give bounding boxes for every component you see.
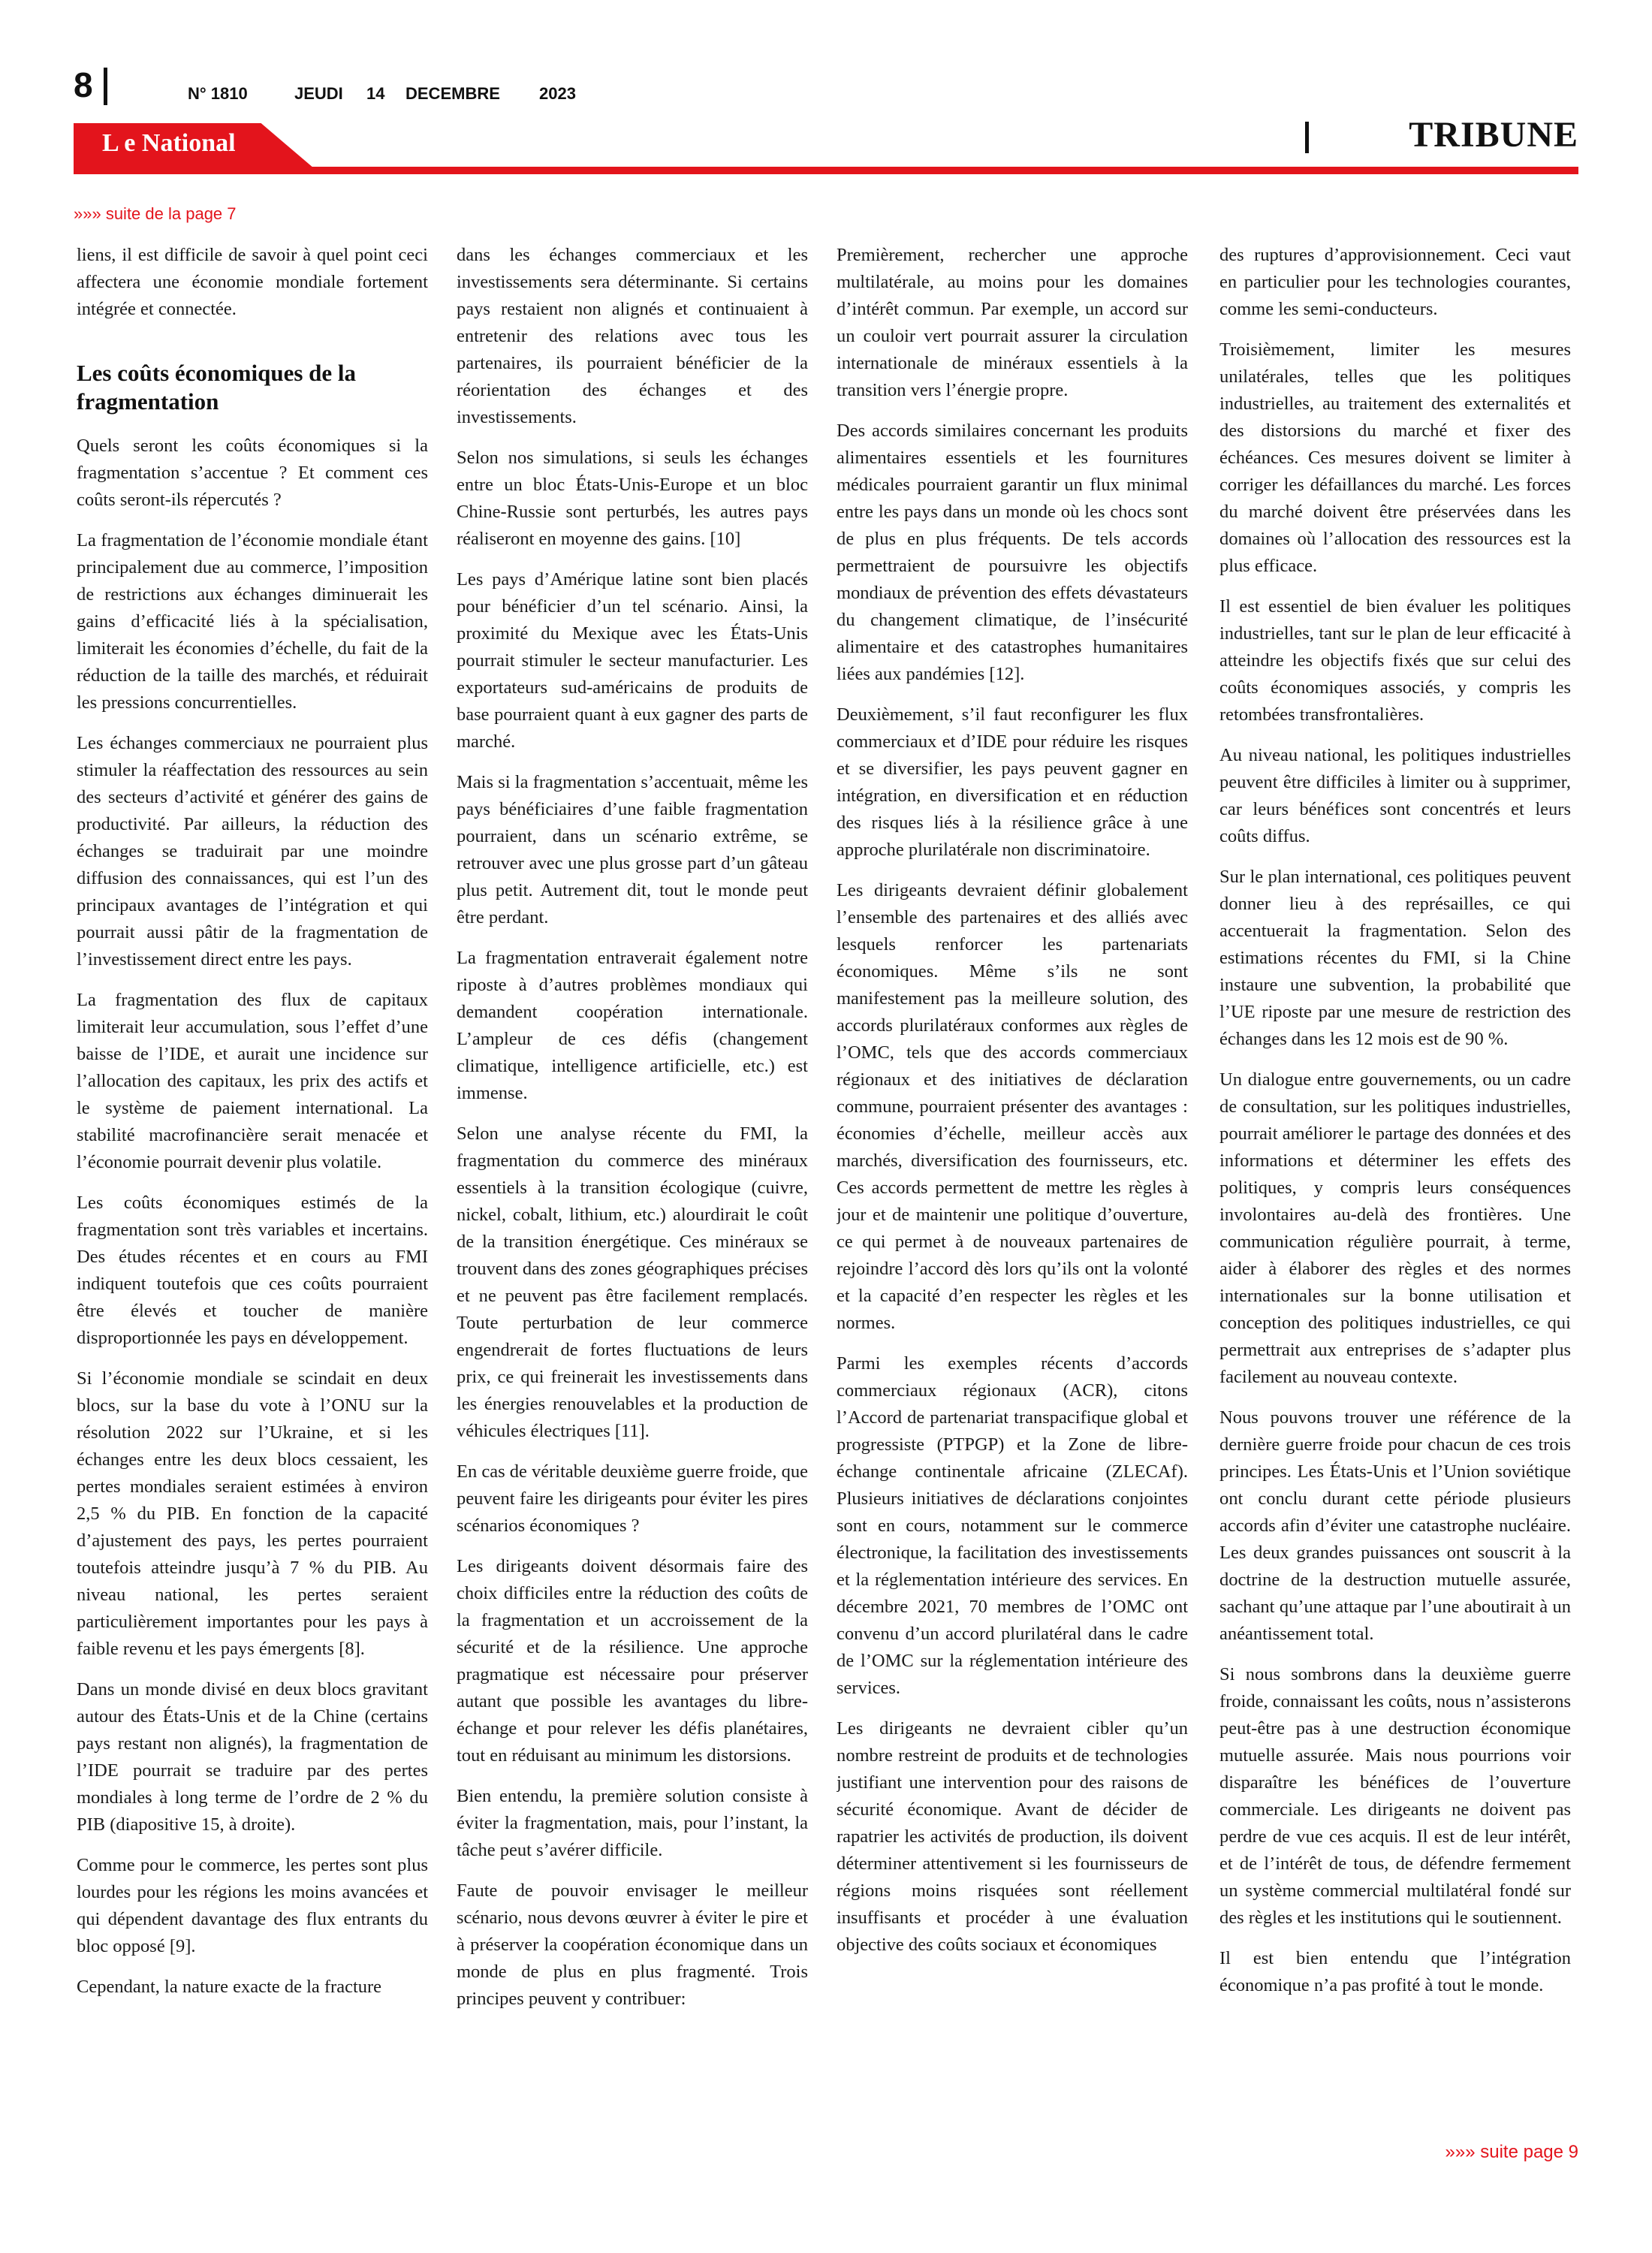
article-column-1: [77, 242, 428, 2119]
paragraph: Un dialogue entre gouvernements, ou un cadre de consultation, sur les politiques industrielles, pourrait améliorer le partage des données et des informations et déterminer les effets des politiques, y compris leurs conséquences involontaires au-delà des frontières. Une communication régulière pourrait, à terme, aider à élaborer des règles et des normes internationales sur la bonne utilisation et conception des politiques industrielles, ce qui permettrait aux entreprises de s’adapter plus facilement au nouveau contexte.: [1219, 1069, 1571, 1387]
paragraph: Quels seront les coûts économiques si la fragmentation s’accentue ? Et comment ces coûts seront-ils répercutés ?: [77, 436, 428, 510]
paragraph: Dans un monde divisé en deux blocs gravitant autour des États-Unis et de la Chine (certains pays restant non alignés), la fragmentation de l’IDE pourrait se traduire par des pertes mondiales à long terme de l’ordre de 2 % du PIB (diapositive 15, à droite).: [77, 1679, 428, 1835]
paragraph: La fragmentation de l’économie mondiale étant principalement due au commerce, l’imposition de restrictions aux échanges diminuerait les gains d’efficacité liés à la spécialisation, limiterait les économies d’échelle, du fait de la réduction de la taille des marchés, et réduirait les pressions concurrentielles.: [77, 530, 428, 713]
issue-number: N° 1810: [188, 84, 248, 103]
paragraph: La fragmentation entraverait également notre riposte à d’autres problèmes mondiaux qui demandent coopération internationale. L’ampleur de ces défis (changement climatique, intelligence artificielle, etc.) est immense.: [457, 948, 808, 1103]
paragraph: En cas de véritable deuxième guerre froide, que peuvent faire les dirigeants pour éviter les pires scénarios économiques ?: [457, 1461, 808, 1536]
paragraph: Selon nos simulations, si seuls les échanges entre un bloc États-Unis-Europe et un bloc Chine-Russie sont perturbés, les autres pays réaliseront en moyenne des gains. [10]: [457, 448, 808, 549]
paragraph: Premièrement, rechercher une approche multilatérale, au moins pour les domaines d’intérêt commun. Par exemple, un accord sur un couloir vert pourrait assurer la circulation internationale de minéraux essentiels à la transition vers l’énergie propre.: [837, 245, 1188, 400]
section-title: TRIBUNE: [1409, 115, 1578, 155]
article-column-4: [1219, 242, 1571, 2119]
paragraph: liens, il est difficile de savoir à quel point ceci affectera une économie mondiale fortement intégrée et connectée.: [77, 245, 428, 319]
paragraph: Si l’économie mondiale se scindait en deux blocs, sur la base du vote à l’ONU sur la résolution 2022 sur l’Ukraine, et si les échanges entre les deux blocs cessaient, les pertes mondiales seraient estimées à environ 2,5 % du PIB. En fonction de la capacité d’ajustement des pays, les pertes pourraient toutefois atteindre jusqu’à 7 % du PIB. Au niveau national, les pertes seraient particulièrement importantes pour les pays à faible revenu et les pays émergents [8].: [77, 1368, 428, 1659]
section-heading: Les coûts économiques de la fragmentation: [77, 360, 356, 415]
brand-logo: L e National: [102, 129, 236, 157]
paragraph: Les dirigeants ne devraient cibler qu’un nombre restreint de produits et de technologies justifiant une intervention pour des raisons de sécurité économique. Avant de décider de rapatrier les activités de production, ils doivent déterminer attentivement si les fournisseurs de régions moins risquées sont réellement insuffisants et procéder à une évaluation objective des coûts sociaux et économiques: [837, 1718, 1188, 1955]
paragraph: Si nous sombrons dans la deuxième guerre froide, connaissant les coûts, nous n’assisterons peut-être pas à une destruction économique mutuelle assurée. Mais nous pourrions voir disparaître les bénéfices de l’ouverture commerciale. Les dirigeants ne doivent pas perdre de vue ces acquis. Il est de leur intérêt, et de l’intérêt de tous, de défendre fermement un système commercial multilatéral fondé sur des règles et les institutions qui le soutiennent.: [1219, 1664, 1571, 1928]
article-column-3: [837, 242, 1188, 2119]
page-number: 8: [74, 65, 93, 104]
paragraph: Sur le plan international, ces politiques peuvent donner lieu à des représailles, ce qui accentuerait la fragmentation. Selon des estimations récentes du FMI, si la Chine instaure une subvention, la probabilité que l’UE riposte par une mesure de restriction des échanges dans les 12 mois est de 90 %.: [1219, 867, 1571, 1049]
paragraph: Nous pouvons trouver une référence de la dernière guerre froide pour chacun de ces trois principes. Les États-Unis et l’Union soviétique ont conclu durant cette période plusieurs accords afin d’éviter une catastrophe nucléaire. Les deux grandes puissances ont souscrit à la doctrine de la destruction mutuelle assurée, sachant qu’une attaque par l’une aboutirait à un anéantissement total.: [1219, 1407, 1571, 1644]
paragraph: Au niveau national, les politiques industrielles peuvent être difficiles à limiter ou à supprimer, car leurs bénéfices sont concentrés et leurs coûts diffus.: [1219, 745, 1571, 846]
paragraph: Les dirigeants doivent désormais faire des choix difficiles entre la réduction des coûts de la fragmentation et un accroissement de la sécurité et de la résilience. Une approche pragmatique est nécessaire pour préserver autant que possible les avantages du libre-échange et pour relever les défis planétaires, tout en réduisant au minimum les distorsions.: [457, 1556, 808, 1766]
paragraph: Cependant, la nature exacte de la fracture: [77, 1977, 382, 1997]
page-number-divider: [104, 68, 107, 105]
issue-weekday: JEUDI: [294, 84, 343, 103]
paragraph: Des accords similaires concernant les produits alimentaires essentiels et les fournitures médicales pourraient garantir un flux minimal entre les pays dans un monde où les chocs sont de plus en plus fréquents. De tels accords permettraient de poursuivre les objectifs mondiaux de prévention des effets dévastateurs du changement climatique, de l’insécurité alimentaire et des catastrophes humanitaires liées aux pandémies [12].: [837, 421, 1188, 684]
paragraph: La fragmentation des flux de capitaux limiterait leur accumulation, sous l’effet d’une baisse de l’IDE, et aurait une incidence sur l’allocation des capitaux, les prix des actifs et le système de paiement international. La stabilité macrofinancière serait menacée et l’économie pourrait devenir plus volatile.: [77, 990, 428, 1172]
paragraph: Selon une analyse récente du FMI, la fragmentation du commerce des minéraux essentiels à la transition écologique (cuivre, nickel, cobalt, lithium, etc.) alourdirait le coût de la transition énergétique. Ces minéraux se trouvent dans des zones géographiques précises et ne peuvent pas être facilement remplacés. Toute perturbation de leur commerce engendrerait de fortes fluctuations de leurs prix, ce qui freinerait les investissements dans les énergies renouvelables et la production de véhicules électriques [11].: [457, 1123, 808, 1441]
section-divider: [1305, 122, 1309, 153]
paragraph: Parmi les exemples récents d’accords commerciaux régionaux (ACR), citons l’Accord de partenariat transpacifique global et progressiste (PTPGP) et la Zone de libre-échange continentale africaine (ZLECAf). Plusieurs initiatives de déclarations conjointes sont en cours, notamment sur le commerce électronique, la facilitation des investissements et la réglementation intérieure des services. En décembre 2021, 70 membres de l’OMC ont convenu d’un accord plurilatéral dans le cadre de l’OMC sur la réglementation intérieure des services.: [837, 1353, 1188, 1698]
issue-day: 14: [366, 84, 385, 103]
continued-from-link[interactable]: »»» suite de la page 7: [74, 204, 237, 223]
paragraph: Il est essentiel de bien évaluer les politiques industrielles, tant sur le plan de leur efficacité à atteindre les objectifs fixés que sur celui des coûts économiques associés, y compris les retombées transfrontalières.: [1219, 596, 1571, 725]
paragraph: Bien entendu, la première solution consiste à éviter la fragmentation, mais, pour l’instant, la tâche peut s’avérer difficile.: [457, 1786, 808, 1860]
header-rule: [74, 167, 1578, 174]
continued-to-link[interactable]: »»» suite page 9: [1445, 2142, 1578, 2162]
issue-year: 2023: [539, 84, 576, 103]
paragraph: Comme pour le commerce, les pertes sont plus lourdes pour les régions les moins avancées et qui dépendent davantage des flux entrants du bloc opposé [9].: [77, 1855, 428, 1956]
paragraph: Il est bien entendu que l’intégration économique n’a pas profité à tout le monde.: [1219, 1948, 1571, 1995]
article-column-2: [457, 242, 808, 2119]
paragraph: dans les échanges commerciaux et les investissements sera déterminante. Si certains pays restaient non alignés et continuaient à entretenir des relations avec tous les partenaires, ils pourraient bénéficier de la réorientation des échanges et des investissements.: [457, 245, 808, 427]
paragraph: Troisièmement, limiter les mesures unilatérales, telles que les politiques industrielles, au traitement des externalités et des distorsions du marché et fixer des échéances. Ces mesures doivent se limiter à corriger les défaillances du marché. Les forces du marché doivent être préservées dans les domaines où l’allocation des ressources est la plus efficace.: [1219, 339, 1571, 576]
paragraph: des ruptures d’approvisionnement. Ceci vaut en particulier pour les technologies courantes, comme les semi-conducteurs.: [1219, 245, 1571, 319]
paragraph: Faute de pouvoir envisager le meilleur scénario, nous devons œuvrer à éviter le pire et à préserver la coopération économique dans un monde de plus en plus fragmenté. Trois principes peuvent y contribuer:: [457, 1881, 808, 2009]
paragraph: Les coûts économiques estimés de la fragmentation sont très variables et incertains. Des études récentes et en cours au FMI indiquent toutefois que ces coûts pourraient être élevés et toucher de manière disproportionnée les pays en développement.: [77, 1193, 428, 1348]
paragraph: Les dirigeants devraient définir globalement l’ensemble des partenaires et des alliés avec lesquels renforcer les partenariats économiques. Même s’ils ne sont manifestement pas la meilleure solution, des accords plurilatéraux conformes aux règles de l’OMC, tels que des accords commerciaux régionaux et des initiatives de déclaration commune, pourraient présenter des avantages : économies d’échelle, meilleur accès aux marchés, diversification des fournisseurs, etc. Ces accords permettent de mettre les règles à jour et de maintenir une politique d’ouverture, ce qui permet à de nouveaux partenaires de rejoindre l’accord dès lors qu’ils ont la volonté et la capacité d’en respecter les règles et les normes.: [837, 880, 1188, 1333]
paragraph: Mais si la fragmentation s’accentuait, même les pays bénéficiaires d’une faible fragmentation pourraient, dans un scénario extrême, se retrouver avec une plus grosse part d’un gâteau plus petit. Autrement dit, tout le monde peut être perdant.: [457, 772, 808, 927]
issue-month: DECEMBRE: [405, 84, 500, 103]
paragraph: Les pays d’Amérique latine sont bien placés pour bénéficier d’un tel scénario. Ainsi, la proximité du Mexique avec les États-Unis pourrait stimuler le secteur manufacturier. Les exportateurs sud-américains de produits de base pourraient quant à eux gagner des parts de marché.: [457, 569, 808, 752]
paragraph: Les échanges commerciaux ne pourraient plus stimuler la réaffectation des ressources au sein des secteurs d’activité et générer des gains de productivité. Par ailleurs, la réduction des échanges se traduirait par une moindre diffusion des connaissances, qui est l’un des principaux avantages de l’intégration et qui pourrait aussi pâtir de la fragmentation de l’investissement direct entre les pays.: [77, 733, 428, 970]
paragraph: Deuxièmement, s’il faut reconfigurer les flux commerciaux et d’IDE pour réduire les risques et se diversifier, les pays peuvent gagner en intégration, en diversification et en réduction des risques liés à la résilience grâce à une approche plurilatérale non discriminatoire.: [837, 704, 1188, 860]
